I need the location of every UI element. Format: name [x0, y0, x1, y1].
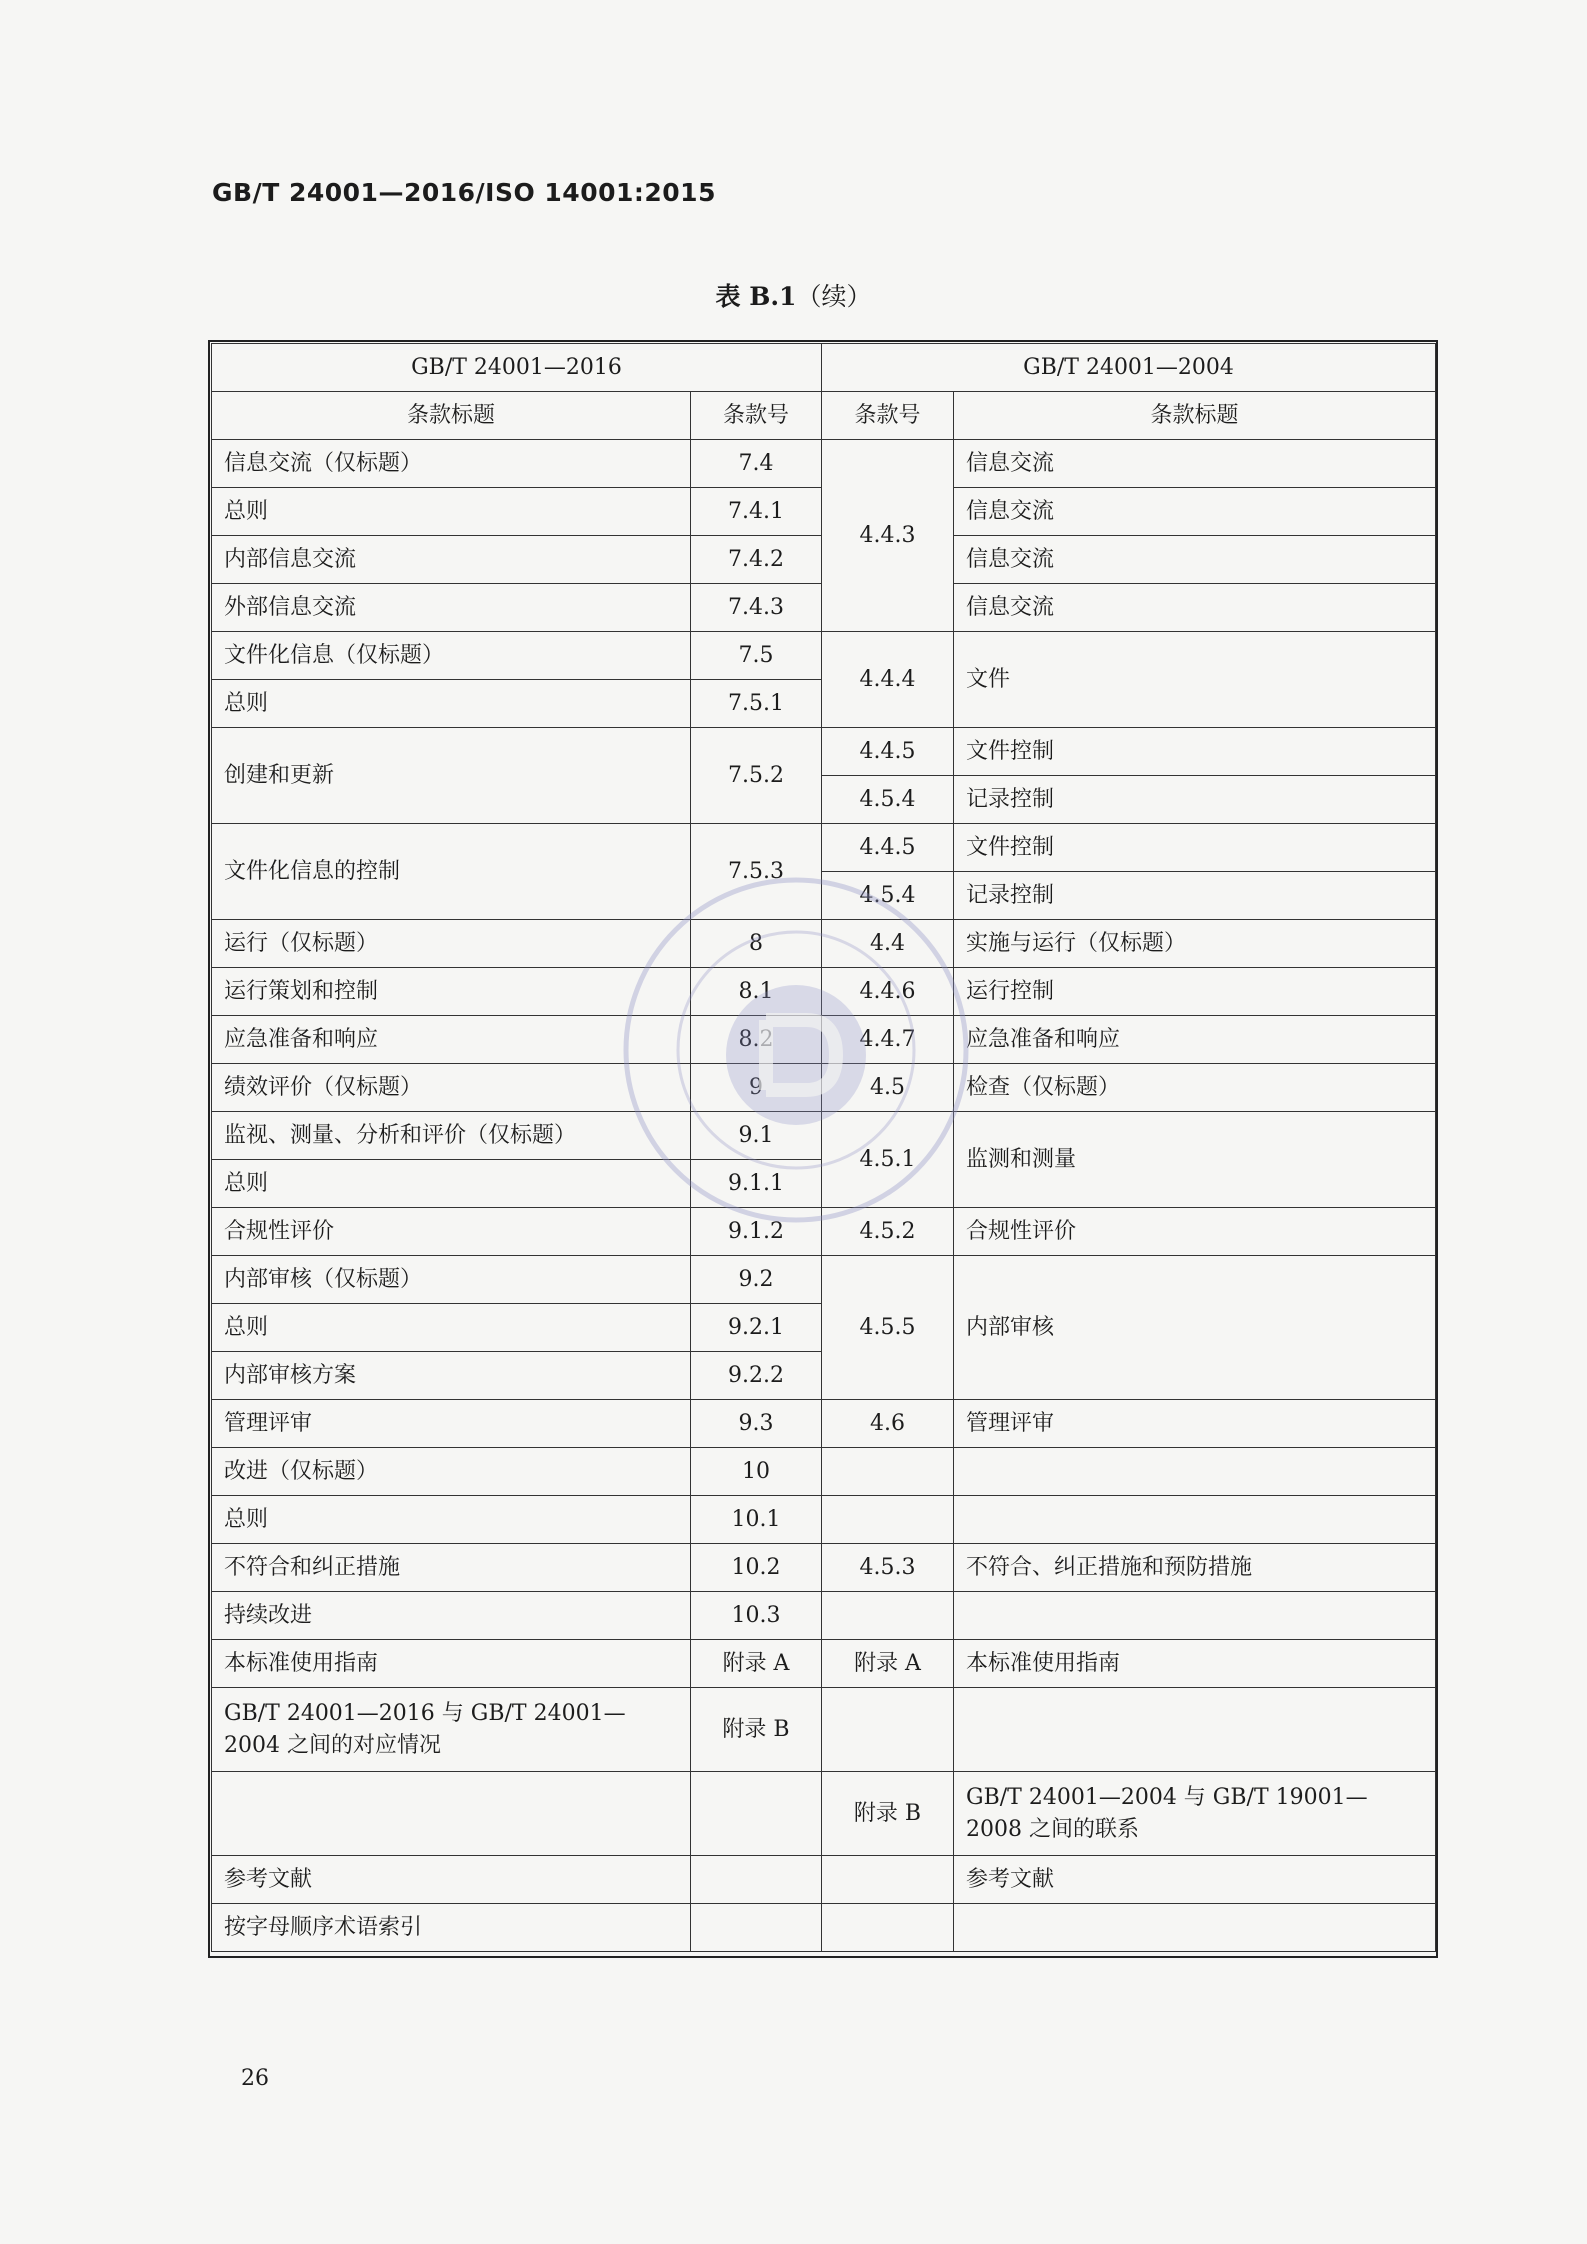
old-number-cell: 附录 B	[822, 1772, 954, 1856]
new-number-cell: 9.1.2	[691, 1208, 822, 1256]
header-new-standard: GB/T 24001—2016	[212, 344, 822, 392]
old-title-cell: 文件	[954, 632, 1436, 728]
new-number-cell: 附录 A	[691, 1640, 822, 1688]
new-title-cell: 文件化信息的控制	[212, 824, 691, 920]
old-number-cell: 4.4	[822, 920, 954, 968]
old-number-cell	[822, 1904, 954, 1952]
table-row	[212, 1688, 1436, 1772]
new-number-cell: 8.2	[691, 1016, 822, 1064]
new-number-cell: 8.1	[691, 968, 822, 1016]
new-number-cell: 9.2.2	[691, 1352, 822, 1400]
new-number-cell: 10	[691, 1448, 822, 1496]
new-number-cell: 10.1	[691, 1496, 822, 1544]
table-row	[212, 1208, 1436, 1256]
table-row	[212, 1544, 1436, 1592]
old-title-cell: 记录控制	[954, 776, 1436, 824]
new-title-cell: 应急准备和响应	[212, 1016, 691, 1064]
new-number-cell: 附录 B	[691, 1688, 822, 1772]
new-number-cell: 7.4.2	[691, 536, 822, 584]
old-title-cell	[954, 1592, 1436, 1640]
table-header-row	[212, 344, 1436, 392]
standard-code-header: GB/T 24001—2016/ISO 14001:2015	[212, 178, 716, 207]
table-row	[212, 1016, 1436, 1064]
old-title-cell: 监测和测量	[954, 1112, 1436, 1208]
new-title-cell: 监视、测量、分析和评价（仅标题）	[212, 1112, 691, 1160]
new-number-cell: 9.1	[691, 1112, 822, 1160]
new-title-cell: 参考文献	[212, 1856, 691, 1904]
old-number-cell: 4.4.5	[822, 728, 954, 776]
old-number-cell: 4.5.4	[822, 872, 954, 920]
table-row	[212, 440, 1436, 488]
table-title-label: 表 B.1	[715, 282, 797, 311]
table-row	[212, 1592, 1436, 1640]
table-row	[212, 1112, 1436, 1160]
old-number-cell: 附录 A	[822, 1640, 954, 1688]
new-title-cell: 运行策划和控制	[212, 968, 691, 1016]
new-title-cell: 改进（仅标题）	[212, 1448, 691, 1496]
new-title-cell: 不符合和纠正措施	[212, 1544, 691, 1592]
new-title-cell: 内部审核（仅标题）	[212, 1256, 691, 1304]
table-row	[212, 632, 1436, 680]
new-title-cell: 外部信息交流	[212, 584, 691, 632]
old-title-cell: 参考文献	[954, 1856, 1436, 1904]
new-title-cell: GB/T 24001—2016 与 GB/T 24001—2004 之间的对应情况	[212, 1688, 691, 1772]
header-new-number: 条款号	[691, 392, 822, 440]
new-title-cell: 本标准使用指南	[212, 1640, 691, 1688]
new-number-cell: 9.2	[691, 1256, 822, 1304]
old-title-cell: 不符合、纠正措施和预防措施	[954, 1544, 1436, 1592]
table-subheader-row	[212, 392, 1436, 440]
old-number-cell: 4.5.3	[822, 1544, 954, 1592]
old-number-cell: 4.5.2	[822, 1208, 954, 1256]
old-title-cell	[954, 1496, 1436, 1544]
table-row	[212, 968, 1436, 1016]
old-title-cell: 文件控制	[954, 824, 1436, 872]
new-number-cell	[691, 1856, 822, 1904]
old-title-cell: 信息交流	[954, 584, 1436, 632]
header-old-number: 条款号	[822, 392, 954, 440]
old-number-cell: 4.4.5	[822, 824, 954, 872]
old-number-cell: 4.5	[822, 1064, 954, 1112]
table-row	[212, 1256, 1436, 1304]
new-title-cell	[212, 1772, 691, 1856]
old-number-cell: 4.5.1	[822, 1112, 954, 1208]
table-title	[0, 277, 1587, 313]
new-number-cell: 9.1.1	[691, 1160, 822, 1208]
new-title-cell: 运行（仅标题）	[212, 920, 691, 968]
old-number-cell: 4.4.7	[822, 1016, 954, 1064]
new-number-cell: 7.5	[691, 632, 822, 680]
old-title-cell: 应急准备和响应	[954, 1016, 1436, 1064]
table-row	[212, 824, 1436, 872]
old-title-cell: 管理评审	[954, 1400, 1436, 1448]
table-row	[212, 1856, 1436, 1904]
page-number: 26	[241, 2066, 269, 2091]
table-row	[212, 1772, 1436, 1856]
new-number-cell: 8	[691, 920, 822, 968]
old-number-cell: 4.6	[822, 1400, 954, 1448]
new-number-cell: 7.4.1	[691, 488, 822, 536]
old-number-cell: 4.4.3	[822, 440, 954, 632]
table-row	[212, 920, 1436, 968]
header-new-title: 条款标题	[212, 392, 691, 440]
table-row	[212, 1640, 1436, 1688]
old-title-cell: 信息交流	[954, 488, 1436, 536]
header-old-standard: GB/T 24001—2004	[822, 344, 1436, 392]
old-title-cell: 信息交流	[954, 536, 1436, 584]
old-title-cell: 实施与运行（仅标题）	[954, 920, 1436, 968]
old-number-cell	[822, 1496, 954, 1544]
new-title-cell: 总则	[212, 680, 691, 728]
table-row	[212, 1496, 1436, 1544]
new-title-cell: 信息交流（仅标题）	[212, 440, 691, 488]
old-title-cell	[954, 1688, 1436, 1772]
new-number-cell: 7.5.2	[691, 728, 822, 824]
table-row	[212, 1448, 1436, 1496]
old-number-cell	[822, 1688, 954, 1772]
table-row	[212, 1904, 1436, 1952]
table-row	[212, 728, 1436, 776]
new-number-cell	[691, 1772, 822, 1856]
old-number-cell: 4.4.6	[822, 968, 954, 1016]
new-number-cell: 9	[691, 1064, 822, 1112]
new-number-cell: 10.2	[691, 1544, 822, 1592]
old-title-cell: GB/T 24001—2004 与 GB/T 19001—2008 之间的联系	[954, 1772, 1436, 1856]
new-number-cell: 7.5.1	[691, 680, 822, 728]
table-row	[212, 1400, 1436, 1448]
table-title-continued: （续）	[796, 282, 872, 311]
old-title-cell	[954, 1904, 1436, 1952]
new-title-cell: 内部信息交流	[212, 536, 691, 584]
old-number-cell: 4.5.4	[822, 776, 954, 824]
new-number-cell: 10.3	[691, 1592, 822, 1640]
old-number-cell	[822, 1448, 954, 1496]
new-number-cell: 9.3	[691, 1400, 822, 1448]
new-title-cell: 文件化信息（仅标题）	[212, 632, 691, 680]
header-old-title: 条款标题	[954, 392, 1436, 440]
new-title-cell: 管理评审	[212, 1400, 691, 1448]
new-title-cell: 绩效评价（仅标题）	[212, 1064, 691, 1112]
old-title-cell	[954, 1448, 1436, 1496]
old-number-cell	[822, 1856, 954, 1904]
old-title-cell: 本标准使用指南	[954, 1640, 1436, 1688]
new-number-cell: 9.2.1	[691, 1304, 822, 1352]
old-title-cell: 记录控制	[954, 872, 1436, 920]
old-title-cell: 内部审核	[954, 1256, 1436, 1400]
new-number-cell	[691, 1904, 822, 1952]
new-title-cell: 合规性评价	[212, 1208, 691, 1256]
new-number-cell: 7.4.3	[691, 584, 822, 632]
new-title-cell: 创建和更新	[212, 728, 691, 824]
new-title-cell: 总则	[212, 488, 691, 536]
new-title-cell: 持续改进	[212, 1592, 691, 1640]
old-title-cell: 合规性评价	[954, 1208, 1436, 1256]
new-title-cell: 内部审核方案	[212, 1352, 691, 1400]
new-title-cell: 按字母顺序术语索引	[212, 1904, 691, 1952]
old-number-cell	[822, 1592, 954, 1640]
new-title-cell: 总则	[212, 1160, 691, 1208]
old-title-cell: 运行控制	[954, 968, 1436, 1016]
old-title-cell: 文件控制	[954, 728, 1436, 776]
old-number-cell: 4.5.5	[822, 1256, 954, 1400]
new-title-cell: 总则	[212, 1304, 691, 1352]
new-number-cell: 7.5.3	[691, 824, 822, 920]
old-number-cell: 4.4.4	[822, 632, 954, 728]
new-number-cell: 7.4	[691, 440, 822, 488]
old-title-cell: 检查（仅标题）	[954, 1064, 1436, 1112]
new-title-cell: 总则	[212, 1496, 691, 1544]
table-row	[212, 1064, 1436, 1112]
old-title-cell: 信息交流	[954, 440, 1436, 488]
comparison-table	[211, 343, 1436, 1952]
